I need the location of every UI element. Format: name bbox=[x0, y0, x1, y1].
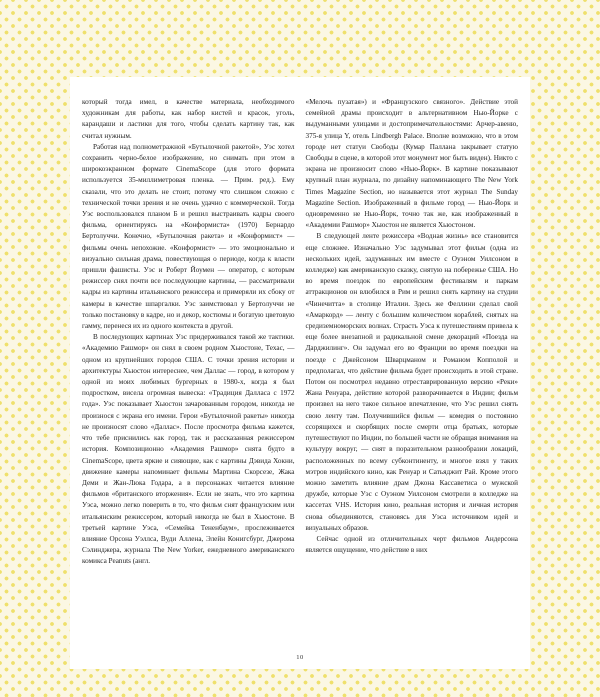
paragraph: Работая над полнометражной «Бутылочной ракетой», Уэс хотел сохранить черно-белое изображение, но снимать при этом в широкоэкранном формате CinemaScope (для этого формата используется 35-миллиметровая пленка. — Прим. ред.). Ему сказали, что это делать не стоит, потому что слишком сложно с технической точки зрения и не очень удачно с коммерческой. Тогда Уэс воспользовался планом Б и решил выстраивать кадры своего фильма, ориентируясь на «Конформиста» (1970) Бернардо Бертолуччи. Конечно, «Бутылочная ракета» и «Конформист» — фильмы очень непохожие. «Конформист» — это эмоционально и визуально сильная драма, повествующая о периоде, когда к власти пришли фашисты. Уэс и Роберт Йоумен — оператор, с которым режиссер снял почти все последующие картины, — рассматривали кадры из картины итальянского режиссера и примеряли их сбоку от камеры в качестве шпаргалки. Уэс заимствовал у Бертолуччи не только постановку в кадре, но и декор, костюмы и богатую цветовую гамму, перенеся их из одного контекста в другой. bbox=[82, 142, 295, 331]
paragraph: «Мелочь пузатая») и «Французского связного». Действие этой семейной драмы происходит в альтернативном Нью-Йорке с выдуманными улицами и достопримечательностями: Арчер-авеню, 375-я улица Y, отель Lindbergh Palace. Вполне возможно, что в этом городе нет статуи Свободы (Кумар Паллана закрывает статую Свободы в сцене, в которой этот монумент мог быть виден). Никто с экрана не произносит слово «Нью-Йорк». В картине показывают крупный план журнала, по дизайну напоминающего The New York Times Magazine Section, но называется этот журнал The Sunday Magazine Section. Изображенный в фильме город — Нью-Йорк и одновременно не Нью-Йорк, точно так же, как изображенный в «Академии Рашмор» Хьюстон не является Хьюстоном. bbox=[305, 98, 518, 230]
paragraph: Сейчас одной из отличительных черт фильмов Андерсона является ощущение, что действие в них bbox=[305, 534, 518, 555]
text-column-left bbox=[82, 97, 295, 568]
paragraph: который тогда имел, в качестве материала, необходимого художникам для работы, как набор кистей и красок, уголь, карандаши и ластики для того, чтобы сделать картину так, как считал нужным. bbox=[82, 98, 295, 140]
paragraph: В следующей ленте режиссера «Водная жизнь» все становится еще сложнее. Изначально Уэс задумывал этот фильм (одна из нескольких идей, задуманных им вместе с Оуэном Уилсоном в колледже) как американскую сказку, снятую на побережье США. Но во время поездок по европейским фестивалям и паркам аттракционов он влюбился в Рим и решил снять картину на студии «Чинечитта» в столице Италии. Здесь же Феллини сделал свой «Амаркорд» — ленту с большим количеством кораблей, снятых на средиземноморских волнах. Страсть Уэса к путешествиям привела к еще более внезапной и радикальной смене декораций «Поезда на Дарджилинг». Он задумал его во Франции во время поездки на поезде с Джейсоном Шварцманом и Романом Копполой и предполагал, что действие фильма будет происходить в этой стране. Потом он посмотрел недавно отреставрированную версию «Реки» Жана Ренуара, действие которой разворачивается в Индии; фильм произвел на него такое сильное впечатление, что Уэс решил снять свою ленту там. Получившийся фильм — комедия о постоянно ссорящихся и скорбящих после смерти отца братьях, которые путешествуют по Индии, по большей части не обращая внимания на культуру вокруг, — снят в поразительном разнообразии локаций, расположенных по всему субконтиненту, и многое взял у таких мэтров индийского кино, как Ренуар и Сатьяджит Рай. Кроме этого можно заметить влияние драм Джона Кассаветиса о мужской дружбе, которые Уэс с Оуэном Уилсоном смотрели в колледже на кассетах VHS. История кино, реальная история и личная история снова объединяются, становясь для Уэса источником идей и визуальных образов. bbox=[305, 232, 518, 532]
content-panel bbox=[70, 77, 530, 669]
text-column-right bbox=[306, 97, 519, 568]
text-columns bbox=[82, 97, 518, 568]
paragraph: В последующих картинах Уэс придерживался такой же тактики. «Академию Рашмор» он снял в своем родном Хьюстоне, Техас, — одном из крупнейших городов США. С точки зрения истории и архитектуры Хьюстон интереснее, чем Даллас — город, в котором у одной из моих любимых бургерных в 1980-х, когда я был подростком, висела огромная вывеска: «Традиция Далласа с 1972 года». Уэс показывает Хьюстон зачарованным городом, никогда не произнося с экрана его имени. Герои «Бутылочной ракеты» никогда не произносят слово «Даллас». После просмотра фильма кажется, что тебе приснились как город, так и рассказанная режиссером история. Композиционно «Академия Рашмор» снята будто в CinemaScope, цвета яркие и сияющие, как с картины Дэвида Хокни, движение камеры напоминает фильмы Мартина Скорсезе, Жака Деми и Жан-Люка Годара, а в персонажах читается влияние фильмов «британского вторжения». Если не знать, что это картина Уэса, можно легко поверить в то, что фильм снят французским или итальянским режиссером, который никогда не был в Хьюстоне. В третьей картине Уэса, «Семейка Тененбаум», прослеживается влияние Орсона Уэллса, Вуди Аллена, Элейн Конигсбург, Джерома Сэлинджера, журнала The New Yorker, ежедневного американского комикса Peanuts (англ. bbox=[82, 333, 295, 566]
page-number: 10 bbox=[296, 654, 304, 661]
